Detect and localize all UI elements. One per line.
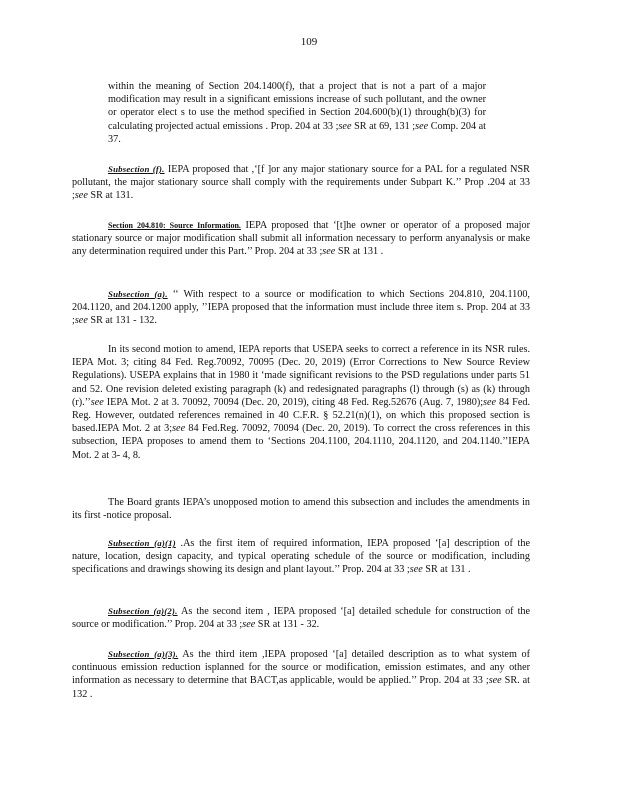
- p9-body: As the third item ,IEPA proposed ‘[a] detailed description as to what system of continuous emission reduction isplanned for the source or modification, emission estimates, and any other information as necessary to determine that BACT,as applicable, would be applied.’’ Prop. 204 at 33 ;: [72, 649, 531, 687]
- p4-tail: SR at 131 - 132.: [87, 315, 157, 327]
- section-204-810-heading: Section 204.810: Source Information.: [108, 221, 241, 230]
- p7-body: .As the first item of required information, IEPA proposed ‘[a] description of the nature, location, design capacity, and typical operating schedule of the source or modification, including specifications and drawings showing its design and plant layout.’’ Prop. 204 at 33 ;: [72, 538, 530, 576]
- p5-see-3: see: [172, 423, 186, 435]
- p1-tail: SR at 69, 131 ;: [351, 120, 416, 132]
- p5-text-1: In its second motion to amend, IEPA reports that USEPA seeks to correct a reference in its NSR rules. IEPA Mot. 3; citing 84 Fed. Reg.70092, 70095 (Dec. 20, 2019) (Error Corrections to New Source Review Regulations). USEPA explains that in 1980 it ‘made significant revisions to the PSD regulations under parts 51 and 52. One revision deleted existing paragraph (k) and redesignated paragraphs (l) through (s) as (k) through (r).’’: [72, 344, 530, 408]
- p8-body: As the second item , IEPA proposed ‘[a] detailed schedule for construction of the source or modification.’’ Prop. 204 at 33 ;: [72, 606, 531, 631]
- paragraph-continuation: [108, 80, 486, 146]
- p7-tail: SR at 131 .: [422, 564, 471, 576]
- p4-body: ‘‘ With respect to a source or modification to which Sections 204.810, 204.1100, 204.1120, and 204.1200 apply, ’’IEPA proposed that the information must include three item s. Prop. 204 at 33 ;: [72, 289, 530, 327]
- p2-tail: SR at 131.: [87, 190, 134, 202]
- subsection-f-heading: Subsection (f).: [108, 164, 165, 174]
- p5-see-2: see: [483, 396, 497, 408]
- paragraph-subsection-f: [72, 163, 530, 203]
- paragraph-subsection-a: [72, 288, 530, 328]
- p5-text-3: 84 Fed. Reg. However, outdated references remained in 40 C.F.R. § 52.21(n)(1), on which this proposed section is based.IEPA Mot. 2 at 3;: [72, 396, 530, 435]
- paragraph-section-204-810: [72, 219, 530, 259]
- paragraph-subsection-a3: [72, 648, 530, 701]
- p5-see-1: see: [90, 396, 104, 408]
- p5-text-4: 84 Fed.Reg. 70092, 70094 (Dec. 20, 2019). To correct the cross references in this subsection, IEPA proposes to amend them to ‘Sections 204.1100, 204.1110, 204.1120, and 204.1140.’’IEPA Mot. 2 at 3- 4, 8.: [72, 423, 531, 461]
- paragraph-board-grants: [72, 496, 530, 522]
- p5-text-2: IEPA Mot. 2 at 3. 70092, 70094 (Dec. 20, 2019), citing 48 Fed. Reg.52676 (Aug. 7, 1980);: [103, 396, 484, 408]
- subsection-a-heading: Subsection (a).: [108, 289, 168, 299]
- p2-see: see: [74, 190, 88, 202]
- p8-see: see: [242, 619, 256, 631]
- p1-see-2: see: [415, 120, 429, 132]
- subsection-a3-heading: Subsection (a)(3).: [108, 649, 179, 659]
- p3-see: see: [322, 246, 336, 258]
- page-number: 109: [300, 36, 318, 48]
- p7-see: see: [409, 564, 423, 576]
- p9-tail: SR. at 132 .: [72, 675, 530, 700]
- p9-see: see: [488, 675, 502, 687]
- p1-text: within the meaning of Section 204.1400(f), that a project that is not a part of a major modification may result in a significant emissions increase of such pollutant, and the owner or operator elect s to use the method specified in Section 204.600(b)(1) through(b)(3) for calculating projected actual emissions . Prop. 204 at 33 ;: [108, 81, 486, 132]
- p4-see: see: [74, 315, 88, 327]
- paragraph-subsection-a2: [72, 605, 530, 631]
- p8-tail: SR at 131 - 32.: [255, 619, 320, 631]
- paragraph-second-motion: [72, 343, 530, 462]
- subsection-a2-heading: Subsection (a)(2).: [108, 606, 178, 616]
- p3-body: IEPA proposed that ‘[t]he owner or operator of a proposed major stationary source or major modification shall submit all information necessary to perform anyanalysis or make any determination required under this Part.’’ Prop. 204 at 33 ;: [72, 220, 531, 258]
- p3-tail: SR at 131 .: [335, 246, 384, 258]
- p6-text: The Board grants IEPA’s unopposed motion to amend this subsection and includes the amendments in its first -notice proposal.: [72, 497, 530, 522]
- p1-see-1: see: [338, 120, 352, 132]
- p2-body: IEPA proposed that ,‘[f ]or any major stationary source for a PAL for a regulated NSR pollutant, the major stationary source shall comply with the requirements under Subpart K.’’ Prop .204 at 33 ;: [72, 164, 530, 202]
- paragraph-subsection-a1: [72, 537, 530, 577]
- subsection-a1-heading: Subsection (a)(1): [108, 538, 176, 548]
- p1-tail-2: Comp. 204 at 37.: [108, 120, 486, 145]
